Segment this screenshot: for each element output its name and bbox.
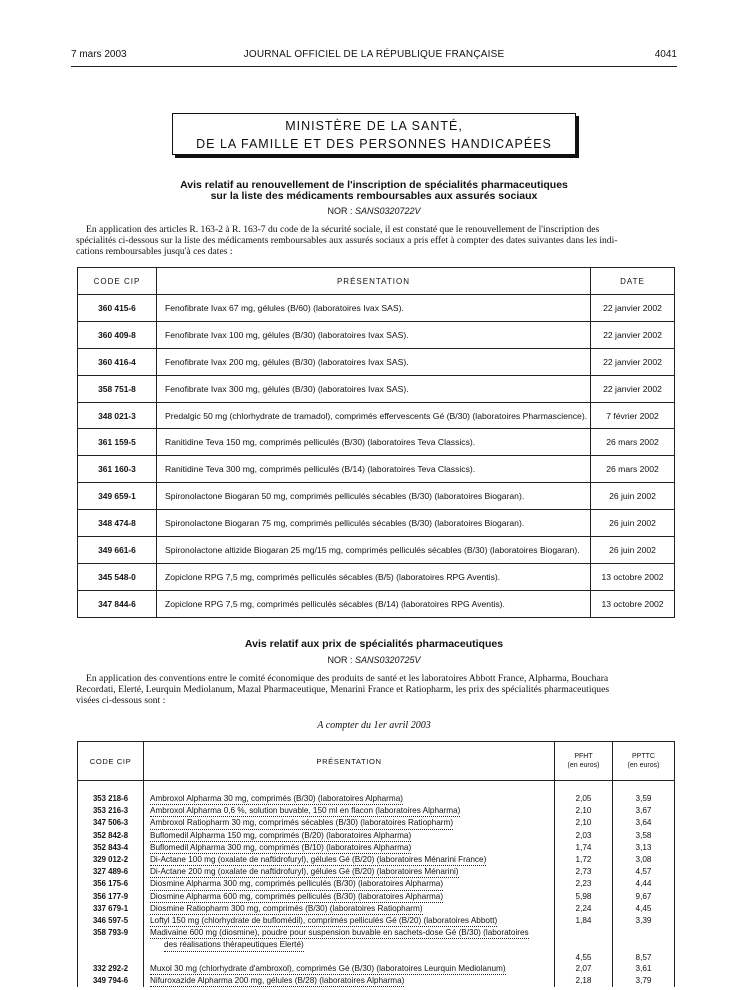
code-cell: 361 160-3 [78,456,157,483]
journal-title: JOURNAL OFFICIEL DE LA RÉPUBLIQUE FRANÇAISE [243,49,505,60]
code-cell-text: 329 012-2 [92,855,129,865]
table-row [78,915,675,927]
code-cell [78,952,144,963]
nor-label: NOR : [327,655,353,665]
presentation-cell-text: des réalisations thérapeutiques Elerté) [164,939,304,951]
nor-label: NOR : [327,206,353,216]
code-cell: 345 548-0 [78,563,157,590]
presentation-cell: Fenofibrate Ivax 67 mg, gélules (B/60) (laboratoires Ivax SAS). [157,295,591,322]
table-row [78,537,675,564]
pfht-cell [555,891,613,903]
code-cell: 348 474-8 [78,510,157,537]
ministry-box [172,113,576,155]
presentation-cell [144,842,555,854]
effective-date-subtitle: A compter du 1er avril 2003 [317,720,431,731]
presentation-cell-text: Diosmine Ratiopharm 300 mg, comprimés (B/30) (laboratoires Ratiopharm) [150,903,423,915]
table-row [78,590,675,617]
presentation-cell [144,854,555,866]
ministry-line-2: DE LA FAMILLE ET DES PERSONNES HANDICAPÉES [196,137,552,151]
code-cell [78,939,144,951]
pfht-unit: (en euros) [567,762,600,769]
presentation-cell-text: Ambroxol Alpharma 0,6 %, solution buvable, 150 ml en flacon (laboratoires Alpharma) [150,805,460,817]
pfht-cell-text: 2,24 [575,903,592,913]
pfht-cell-text: 2,03 [575,830,592,840]
pfht-cell-text: 2,07 [575,963,592,973]
pfht-cell [555,952,613,963]
presentation-cell: Fenofibrate Ivax 300 mg, gélules (B/30) (laboratoires Ivax SAS). [157,375,591,402]
avis1-nor [71,206,677,216]
ppttc-cell [613,952,675,963]
presentation-cell [144,939,555,951]
ppttc-cell-text: 3,64 [635,818,652,828]
col-header-code: CODE CIP [78,742,144,781]
table-row [78,891,675,903]
presentation-cell [144,793,555,805]
spacer-cell [78,781,144,794]
date-cell: 22 janvier 2002 [591,375,675,402]
pfht-cell-text: 2,73 [575,867,592,877]
code-cell: 358 751-8 [78,375,157,402]
pfht-cell [555,793,613,805]
code-cell [78,793,144,805]
table-row [78,510,675,537]
presentation-cell [144,805,555,817]
intro-line: En application des articles R. 163-2 à R. 163-7 du code de la sécurité sociale, il est constaté que le renouvellement de l'inscription des [86,224,600,235]
ppttc-unit: (en euros) [627,762,660,769]
running-header [71,49,677,65]
pfht-cell [555,927,613,939]
presentation-cell-text: Muxol 30 mg (chlorhydrate d'ambroxol), comprimés Gé (B/30) (laboratoires Leurquin Mediolanum) [150,963,506,975]
code-cell: 360 409-8 [78,321,157,348]
presentation-cell [144,878,555,890]
code-cell-text: 337 679-1 [92,903,129,913]
code-cell-text: 349 794-6 [92,976,129,986]
pfht-cell [555,878,613,890]
ppttc-cell-text: 3,08 [635,855,652,865]
intro-line: visées ci-dessous sont : [76,695,166,706]
table-row [78,878,675,890]
table-header-row [78,268,675,295]
date-cell: 22 janvier 2002 [591,348,675,375]
ppttc-cell [613,939,675,951]
date-cell: 22 janvier 2002 [591,295,675,322]
pfht-cell-text: 2,10 [575,818,592,828]
pfht-cell-text: 2,10 [575,806,592,816]
nor-code: SANS0320725V [354,655,421,665]
presentation-cell: Fenofibrate Ivax 100 mg, gélules (B/30) (laboratoires Ivax SAS). [157,321,591,348]
date-cell: 26 juin 2002 [591,510,675,537]
ppttc-cell-text: 8,57 [635,952,652,962]
col-header-code: CODE CIP [78,268,157,295]
ppttc-cell-text: 3,79 [635,976,652,986]
code-cell [78,866,144,878]
spacer-cell [555,781,613,794]
ppttc-cell [613,975,675,987]
date-cell: 13 octobre 2002 [591,563,675,590]
presentation-cell-text: Buflomedil Alpharma 300 mg, comprimés (B/10) (laboratoires Alpharma) [150,842,411,854]
code-cell-text: 347 506-3 [92,818,129,828]
presentation-cell [144,952,555,963]
pfht-cell [555,805,613,817]
presentation-cell-text: Loftyl 150 mg (chlorhydrate de buflomédil), comprimés pelliculés Gé (B/20) (laboratoires Abbott) [150,915,497,927]
pfht-cell [555,963,613,975]
intro-line: En application des conventions entre le comité économique des produits de santé et les laboratoires Abbott France, Alpharma, Bouchara [86,673,609,684]
presentation-cell: Ranitidine Teva 150 mg, comprimés pelliculés (B/30) (laboratoires Teva Classics). [157,429,591,456]
table-row [78,805,675,817]
ppttc-cell [613,878,675,890]
code-cell: 348 021-3 [78,402,157,429]
ppttc-cell [613,805,675,817]
pfht-cell-text: 5,98 [575,891,592,901]
presentation-cell-text: Ambroxol Alpharma 30 mg, comprimés (B/30) (laboratoires Alpharma) [150,793,403,805]
ppttc-cell [613,817,675,829]
spacer-cell [144,781,555,794]
pfht-cell-text: 1,72 [575,855,592,865]
code-cell [78,891,144,903]
pfht-cell-text: 2,18 [575,976,592,986]
presentation-cell [144,891,555,903]
pfht-cell [555,866,613,878]
renewal-table [77,267,675,618]
ppttc-cell-text: 3,67 [635,806,652,816]
table-row [78,321,675,348]
ppttc-cell-text: 3,58 [635,830,652,840]
code-cell: 349 661-6 [78,537,157,564]
ppttc-cell-text: 3,59 [635,794,652,803]
pfht-label: PFHT [574,753,593,760]
code-cell [78,927,144,939]
ppttc-cell [613,915,675,927]
table-row [78,952,675,963]
presentation-cell [144,915,555,927]
ppttc-cell [613,927,675,939]
code-cell [78,915,144,927]
avis2-nor [71,655,677,665]
table-row [78,429,675,456]
ppttc-cell [613,866,675,878]
ppttc-cell [613,891,675,903]
presentation-cell [144,866,555,878]
presentation-cell: Spironolactone Biogaran 75 mg, comprimés pelliculés sécables (B/30) (laboratoires Biogaran). [157,510,591,537]
table-row [78,456,675,483]
pfht-cell [555,842,613,854]
presentation-cell-text: Di-Actane 100 mg (oxalate de naftidrofuryl), gélules Gé (B/20) (laboratoires Ménarini France) [150,854,486,866]
pfht-cell [555,854,613,866]
ppttc-cell-text: 4,44 [635,879,652,889]
avis1-title-line-2: sur la liste des médicaments remboursables aux assurés sociaux [210,190,538,202]
page-number: 4041 [654,49,677,60]
pfht-cell-text: 2,05 [575,794,592,803]
code-cell-text: 356 177-9 [92,891,129,901]
pfht-cell [555,830,613,842]
presentation-cell-text: Nifuroxazide Alpharma 200 mg, gélules (B/28) (laboratoires Alpharma) [150,975,404,987]
avis2-intro [76,673,676,706]
table-row [78,866,675,878]
presentation-cell-text: Diosmine Alpharma 600 mg, comprimés pelliculés (B/30) (laboratoires Alpharma) [150,891,443,903]
col-header-pfht [555,742,613,781]
table-row [78,348,675,375]
pfht-cell [555,817,613,829]
ppttc-cell-text: 4,45 [635,903,652,913]
code-cell-text: 353 218-6 [92,794,129,803]
presentation-cell-text: Di-Actane 200 mg (oxalate de naftidrofuryl), gélules Gé (B/20) (laboratoires Ménarini) [150,866,459,878]
code-cell [78,903,144,915]
col-header-presentation: PRÉSENTATION [144,742,555,781]
presentation-cell [144,817,555,829]
table-row [78,939,675,951]
col-header-presentation: PRÉSENTATION [157,268,591,295]
table-row [78,295,675,322]
pfht-cell [555,975,613,987]
ppttc-cell [613,842,675,854]
avis1-intro [76,224,676,257]
presentation-cell [144,903,555,915]
table-row [78,793,675,805]
code-cell [78,830,144,842]
presentation-cell: Ranitidine Teva 300 mg, comprimés pelliculés (B/14) (laboratoires Teva Classics). [157,456,591,483]
table-row [78,402,675,429]
code-cell: 360 416-4 [78,348,157,375]
presentation-cell: Spironolactone Biogaran 50 mg, comprimés pelliculés sécables (B/30) (laboratoires Biogaran). [157,483,591,510]
table-row [78,375,675,402]
presentation-cell: Zopiclone RPG 7,5 mg, comprimés pelliculés sécables (B/14) (laboratoires RPG Aventis). [157,590,591,617]
date-cell: 26 mars 2002 [591,429,675,456]
code-cell-text: 346 597-5 [92,916,129,926]
date-cell: 26 juin 2002 [591,483,675,510]
table-row [78,975,675,987]
ppttc-cell-text: 3,39 [635,916,652,926]
pfht-cell [555,939,613,951]
date-cell: 26 mars 2002 [591,456,675,483]
pfht-cell-text: 2,23 [575,879,592,889]
code-cell: 349 659-1 [78,483,157,510]
header-rule [71,66,677,67]
pfht-cell [555,915,613,927]
table-row [78,483,675,510]
code-cell: 361 159-5 [78,429,157,456]
presentation-cell: Predalgic 50 mg (chlorhydrate de tramadol), comprimés effervescents Gé (B/30) (laboratoires Pharmascience). [157,402,591,429]
table-row [78,842,675,854]
code-cell [78,817,144,829]
date-cell: 22 janvier 2002 [591,321,675,348]
table-row [78,963,675,975]
code-cell-text: 353 216-3 [92,806,129,816]
ppttc-label: PPTTC [632,753,655,760]
code-cell-text: 332 292-2 [92,963,129,973]
code-cell-text: 352 842-8 [92,830,129,840]
intro-line: Recordati, Elerté, Leurquin Mediolanum, Mazal Pharmaceutique, Menarini France et Ratiopharm, les prix des spécialités pharmaceutiques [76,684,610,695]
ppttc-cell [613,963,675,975]
code-cell [78,854,144,866]
presentation-cell-text: Buflomedil Alpharma 150 mg, comprimés (B/20) (laboratoires Alpharma) [150,830,411,842]
code-cell [78,842,144,854]
ppttc-cell-text: 3,13 [635,842,652,852]
table-row [78,903,675,915]
table-header-row [78,742,675,781]
presentation-cell-text: Madivaine 600 mg (diosmine), poudre pour suspension buvable en sachets-dose Gé (B/30) (laboratoires [150,927,529,939]
pfht-cell-text: 1,74 [575,842,592,852]
table-row [78,817,675,829]
presentation-cell-text: Ambroxol Ratiopharm 30 mg, comprimés sécables (B/30) (laboratoires Ratiopharm) [150,817,453,829]
code-cell: 347 844-6 [78,590,157,617]
presentation-cell: Spironolactone altizide Biogaran 25 mg/15 mg, comprimés pelliculés sécables (B/30) (laboratoires Biogaran). [157,537,591,564]
ppttc-cell [613,903,675,915]
table-row [78,927,675,939]
code-cell-text: 356 175-6 [92,879,129,889]
nor-code: SANS0320722V [354,206,421,216]
avis1-title-line-1: Avis relatif au renouvellement de l'inscription de spécialités pharmaceutiques [180,179,568,191]
code-cell-text: 358 793-9 [92,928,129,938]
issue-date: 7 mars 2003 [71,49,127,60]
ppttc-cell-text: 4,57 [635,867,652,877]
ppttc-cell [613,830,675,842]
ppttc-cell [613,793,675,805]
code-cell [78,805,144,817]
pfht-cell-text: 4,55 [575,952,592,962]
presentation-cell: Fenofibrate Ivax 200 mg, gélules (B/30) (laboratoires Ivax SAS). [157,348,591,375]
pfht-cell [555,903,613,915]
date-cell: 26 juin 2002 [591,537,675,564]
spacer-cell [613,781,675,794]
code-cell-text: 352 843-4 [92,842,129,852]
pfht-cell-text: 1,84 [575,916,592,926]
price-table [77,741,675,987]
code-cell [78,975,144,987]
code-cell [78,963,144,975]
code-cell: 360 415-6 [78,295,157,322]
presentation-cell [144,830,555,842]
ppttc-cell-text: 9,67 [635,891,652,901]
code-cell-text: 327 489-6 [92,867,129,877]
table-row [78,563,675,590]
presentation-cell-text: Diosmine Alpharma 300 mg, comprimés pelliculés (B/30) (laboratoires Alpharma) [150,878,443,890]
table-row [78,854,675,866]
date-cell: 13 octobre 2002 [591,590,675,617]
presentation-cell: Zopiclone RPG 7,5 mg, comprimés pelliculés sécables (B/5) (laboratoires RPG Aventis). [157,563,591,590]
presentation-cell [144,963,555,975]
presentation-cell [144,975,555,987]
col-header-date: DATE [591,268,675,295]
avis2-title: Avis relatif aux prix de spécialités pharmaceutiques [244,638,504,650]
date-cell: 7 février 2002 [591,402,675,429]
ministry-line-1: MINISTÈRE DE LA SANTÉ, [285,119,463,133]
intro-line: cations remboursables jusqu'à ces dates : [76,246,233,257]
table-row [78,830,675,842]
ppttc-cell [613,854,675,866]
ppttc-cell-text: 3,61 [635,963,652,973]
intro-line: spécialités ci-dessous sur la liste des médicaments remboursables aux assurés sociaux a pris effet à compter des dates suivantes dans les indi- [76,235,618,246]
col-header-ppttc [613,742,675,781]
code-cell [78,878,144,890]
presentation-cell [144,927,555,939]
